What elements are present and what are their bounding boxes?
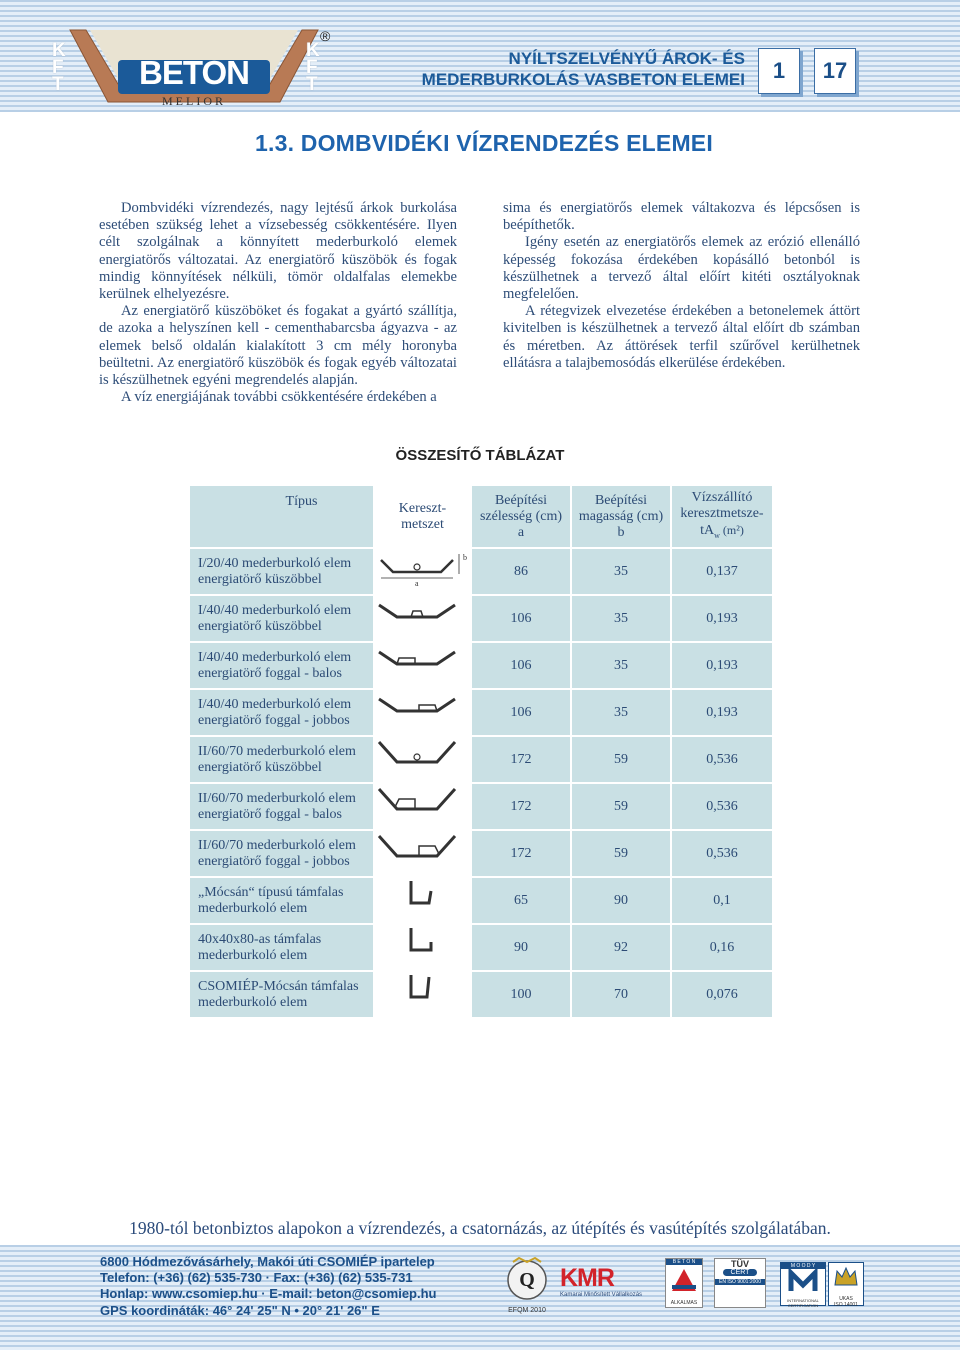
paragraph: Az energiatörő küszöböket és fogakat a gyártó szállítja, de azoka a helyszínen kell - cementhabarcsba ágyazva - az elemek belső oldalán kialakított 3 cm mély horonyba beültetni. Az energiatörő küszöbök és fogak egyéb változatai is készülhetnek egyéni megrendelés alapján. — [99, 303, 457, 389]
efqm-caption: EFQM 2010 — [508, 1307, 546, 1314]
cell-width: 172 — [471, 736, 571, 783]
tuv-iso: EN ISO 9001:2000 — [715, 1279, 765, 1285]
cell-cross-section — [374, 783, 471, 830]
efqm-logo — [505, 1256, 549, 1316]
chapter-number: 1 — [758, 48, 800, 94]
header-area-symbol: tA — [700, 522, 715, 538]
header-height-line: magasság (cm) — [578, 508, 664, 524]
svg-text:Q: Q — [519, 1269, 535, 1291]
cell-cross-section — [374, 595, 471, 642]
cell-cross-section — [374, 642, 471, 689]
table-row — [189, 924, 773, 971]
cell-width: 90 — [471, 924, 571, 971]
header-area-line — [672, 522, 772, 544]
cell-height: 59 — [571, 736, 671, 783]
cell-width: 106 — [471, 595, 571, 642]
cell-area: 0,536 — [671, 830, 773, 877]
cell-type — [189, 830, 374, 877]
cell-type — [189, 548, 374, 595]
cell-height: 35 — [571, 689, 671, 736]
cross-section-big-tooth-left-icon — [375, 785, 471, 823]
type-line: energiatörő foggal - balos — [198, 806, 342, 822]
ukas-logo — [828, 1262, 864, 1306]
table-row — [189, 783, 773, 830]
type-line: 40x40x80-as támfalas — [198, 931, 322, 947]
paragraph: sima és energiatörős elemek váltakozva és lépcsősen is beépíthetők. — [503, 200, 860, 234]
header-title — [400, 48, 745, 90]
paragraph: A víz energiájának további csökkentésére érdekében a — [121, 389, 437, 406]
header-width-line: szélesség (cm) — [479, 508, 563, 524]
header-section — [374, 485, 471, 548]
type-line: energiatörő foggal - balos — [198, 665, 342, 681]
section-title: 1.3. DOMBVIDÉKI VÍZRENDEZÉS ELEMEI — [255, 130, 713, 156]
header-area — [671, 485, 773, 548]
cross-section-l-wall-icon — [375, 926, 471, 964]
cell-height: 70 — [571, 971, 671, 1018]
cell-type — [189, 642, 374, 689]
cell-type — [189, 877, 374, 924]
kmr-caption: Kamarai Minősített Vállalkozás — [560, 1292, 643, 1298]
cross-section-tooth-left-icon — [375, 644, 471, 682]
header-title-line1: NYÍLTSZELVÉNYŰ ÁROK- ÉS — [508, 49, 745, 68]
logo-kft-left: K F T — [52, 40, 66, 95]
cell-cross-section — [374, 736, 471, 783]
paragraph: A rétegvizek elvezetése érdekében a betonelemek áttört kivitelben is készülhetnek a tervező által előírt db számban és méretben. Az áttörések terfil szűrővel kerülhetnek ellátásra a talajbemosódás elkerülése érdekében. — [503, 303, 860, 371]
cell-cross-section — [374, 924, 471, 971]
cell-width: 172 — [471, 830, 571, 877]
header-width-line: Beépítési — [494, 492, 548, 508]
type-line: mederburkoló elem — [198, 994, 308, 1010]
cross-section-small-sill-icon — [375, 550, 471, 588]
tuv-mark: TÜV — [731, 1259, 749, 1269]
header-area-subscript: w — [714, 530, 720, 540]
type-line: energiatörő küszöbbel — [198, 759, 322, 775]
cell-width: 172 — [471, 783, 571, 830]
tuv-logo — [714, 1258, 766, 1308]
logo-sub: MELIOR — [162, 94, 226, 108]
header-height — [571, 485, 671, 548]
table-row — [189, 642, 773, 689]
cell-cross-section — [374, 689, 471, 736]
company-logo — [48, 28, 338, 112]
table-row — [189, 971, 773, 1018]
table-header-row — [189, 485, 773, 548]
cell-area: 0,536 — [671, 783, 773, 830]
cell-width: 106 — [471, 642, 571, 689]
contact-block — [100, 1254, 437, 1319]
cell-type — [189, 971, 374, 1018]
logo-kft-right: K F T — [306, 40, 320, 95]
cell-cross-section — [374, 830, 471, 877]
table-title: ÖSSZESÍTŐ TÁBLÁZAT — [395, 447, 565, 464]
web-email: Honlap: www.csomiep.hu · E-mail: beton@csomiep.hu — [100, 1286, 437, 1302]
cell-height: 35 — [571, 595, 671, 642]
betonkoz-logo — [665, 1258, 703, 1308]
header-height-line: b — [617, 524, 625, 540]
cell-type — [189, 736, 374, 783]
type-line: „Mócsán“ típusú támfalas — [198, 884, 344, 900]
type-line: I/40/40 mederburkoló elem — [198, 696, 352, 712]
cell-height: 35 — [571, 548, 671, 595]
cell-area: 0,16 — [671, 924, 773, 971]
type-line: I/20/40 mederburkoló elem — [198, 555, 352, 571]
cell-width: 106 — [471, 689, 571, 736]
table-row — [189, 689, 773, 736]
cell-area: 0,193 — [671, 595, 773, 642]
cell-height: 35 — [571, 642, 671, 689]
registered-mark: ® — [320, 28, 331, 44]
cross-section-sill-icon — [375, 597, 471, 635]
cross-section-csomiep-icon — [375, 973, 471, 1011]
paragraph: Igény esetén az energiatörős elemek az erózió ellenálló képesség fokozása érdekében kopásálló betonból is készülhetnek a tervező által előírt kitéti osztályoknak megfelelően. — [503, 234, 860, 303]
kmr-mark: KMR — [560, 1264, 614, 1292]
cell-type — [189, 595, 374, 642]
cross-section-big-sill-icon — [375, 738, 471, 776]
cell-type — [189, 689, 374, 736]
dim-label-b: b — [463, 553, 467, 562]
table-row — [189, 595, 773, 642]
type-line: I/40/40 mederburkoló elem — [198, 649, 352, 665]
kmr-logo — [560, 1264, 652, 1304]
gps-coordinates: GPS koordináták: 46° 24' 25" N • 20° 21' 26" E — [100, 1302, 380, 1318]
type-line: II/60/70 mederburkoló elem — [198, 837, 356, 853]
phone-fax: Telefon: (+36) (62) 535-730 · Fax: (+36) (62) 535-731 — [100, 1270, 413, 1286]
body-column-left — [99, 200, 457, 406]
moody-emblem-icon — [781, 1269, 825, 1293]
cell-area: 0,193 — [671, 642, 773, 689]
page-number: 17 — [814, 48, 856, 94]
cell-height: 59 — [571, 830, 671, 877]
cell-area: 0,536 — [671, 736, 773, 783]
cell-area: 0,076 — [671, 971, 773, 1018]
cell-cross-section — [374, 877, 471, 924]
cell-width: 86 — [471, 548, 571, 595]
iso14001-caption: ISO 14001 — [834, 1302, 858, 1308]
table-row — [189, 877, 773, 924]
type-line: CSOMIÉP-Mócsán támfalas — [198, 978, 359, 994]
type-line: II/60/70 mederburkoló elem — [198, 743, 356, 759]
type-line: energiatörő küszöbbel — [198, 571, 322, 587]
cell-area: 0,1 — [671, 877, 773, 924]
table-row — [189, 548, 773, 595]
type-line: I/40/40 mederburkoló elem — [198, 602, 352, 618]
paragraph: Dombvidéki vízrendezés, nagy lejtésű árkok burkolása esetében szükség lehet a vízsebesség csökkentésére. Ilyen célt szolgálnak a könnyített mederburkoló elemek energiatörős változatai. Az energiatörő küszöbök és fogak mindig könnyítések nélküli, tömör oldalfalas elemekbe kerülnek elhelyezésre. — [99, 200, 457, 303]
type-line: energiatörő foggal - jobbos — [198, 853, 350, 869]
tuv-cert: CERT — [723, 1269, 757, 1276]
header-title-line2: MEDERBURKOLÁS VASBETON ELEMEI — [421, 70, 745, 89]
crown-icon — [829, 1263, 863, 1291]
moody-logo — [780, 1262, 826, 1306]
cell-area: 0,193 — [671, 689, 773, 736]
ukas-caption: UKAS — [839, 1296, 853, 1302]
cell-width: 100 — [471, 971, 571, 1018]
header-area-line: keresztmetsze- — [680, 505, 764, 521]
cell-height: 92 — [571, 924, 671, 971]
header-section-line: metszet — [401, 516, 444, 532]
betonkoz-emblem-icon — [666, 1265, 702, 1295]
logo-brand: BETON — [139, 54, 249, 91]
cell-type — [189, 783, 374, 830]
type-line: energiatörő foggal - jobbos — [198, 712, 350, 728]
moody-title: M O O D Y — [781, 1263, 825, 1269]
betonkoz-title: B E T O N — [666, 1259, 702, 1265]
summary-table — [188, 484, 774, 1019]
table-row — [189, 830, 773, 877]
efqm-emblem-icon — [505, 1256, 549, 1302]
table-body — [189, 548, 773, 1018]
type-line: mederburkoló elem — [198, 947, 308, 963]
cross-section-big-tooth-right-icon — [375, 832, 471, 870]
header-height-line: Beépítési — [594, 492, 648, 508]
cross-section-mocsan-icon — [375, 879, 471, 917]
address: 6800 Hódmezővásárhely, Makói úti CSOMIÉP ipartelep — [100, 1254, 435, 1269]
header-width-line: a — [517, 524, 525, 540]
table-row — [189, 736, 773, 783]
header-section-line: Kereszt- — [398, 500, 447, 516]
cell-type — [189, 924, 374, 971]
cell-height: 90 — [571, 877, 671, 924]
cell-cross-section — [374, 971, 471, 1018]
moody-caption: INTERNATIONAL CERTIFICATION — [787, 1298, 819, 1308]
betonkoz-caption: ALKALMAS — [670, 1300, 698, 1306]
cell-width: 65 — [471, 877, 571, 924]
footer-slogan: 1980-tól betonbiztos alapokon a vízrendezés, a csatornázás, az útépítés és vasútépítés szolgálatában. — [129, 1218, 831, 1238]
header-area-unit: (m²) — [719, 522, 744, 537]
cell-area: 0,137 — [671, 548, 773, 595]
cross-section-tooth-right-icon — [375, 691, 471, 729]
header-width — [471, 485, 571, 548]
header-type: Típus — [189, 485, 374, 548]
header-area-line: Vízszállító — [691, 489, 753, 505]
type-line: mederburkoló elem — [198, 900, 308, 916]
dim-label-a: a — [415, 579, 419, 588]
type-line: energiatörő küszöbbel — [198, 618, 322, 634]
body-column-right — [503, 200, 860, 372]
cell-cross-section — [374, 548, 471, 595]
type-line: II/60/70 mederburkoló elem — [198, 790, 356, 806]
cell-height: 59 — [571, 783, 671, 830]
